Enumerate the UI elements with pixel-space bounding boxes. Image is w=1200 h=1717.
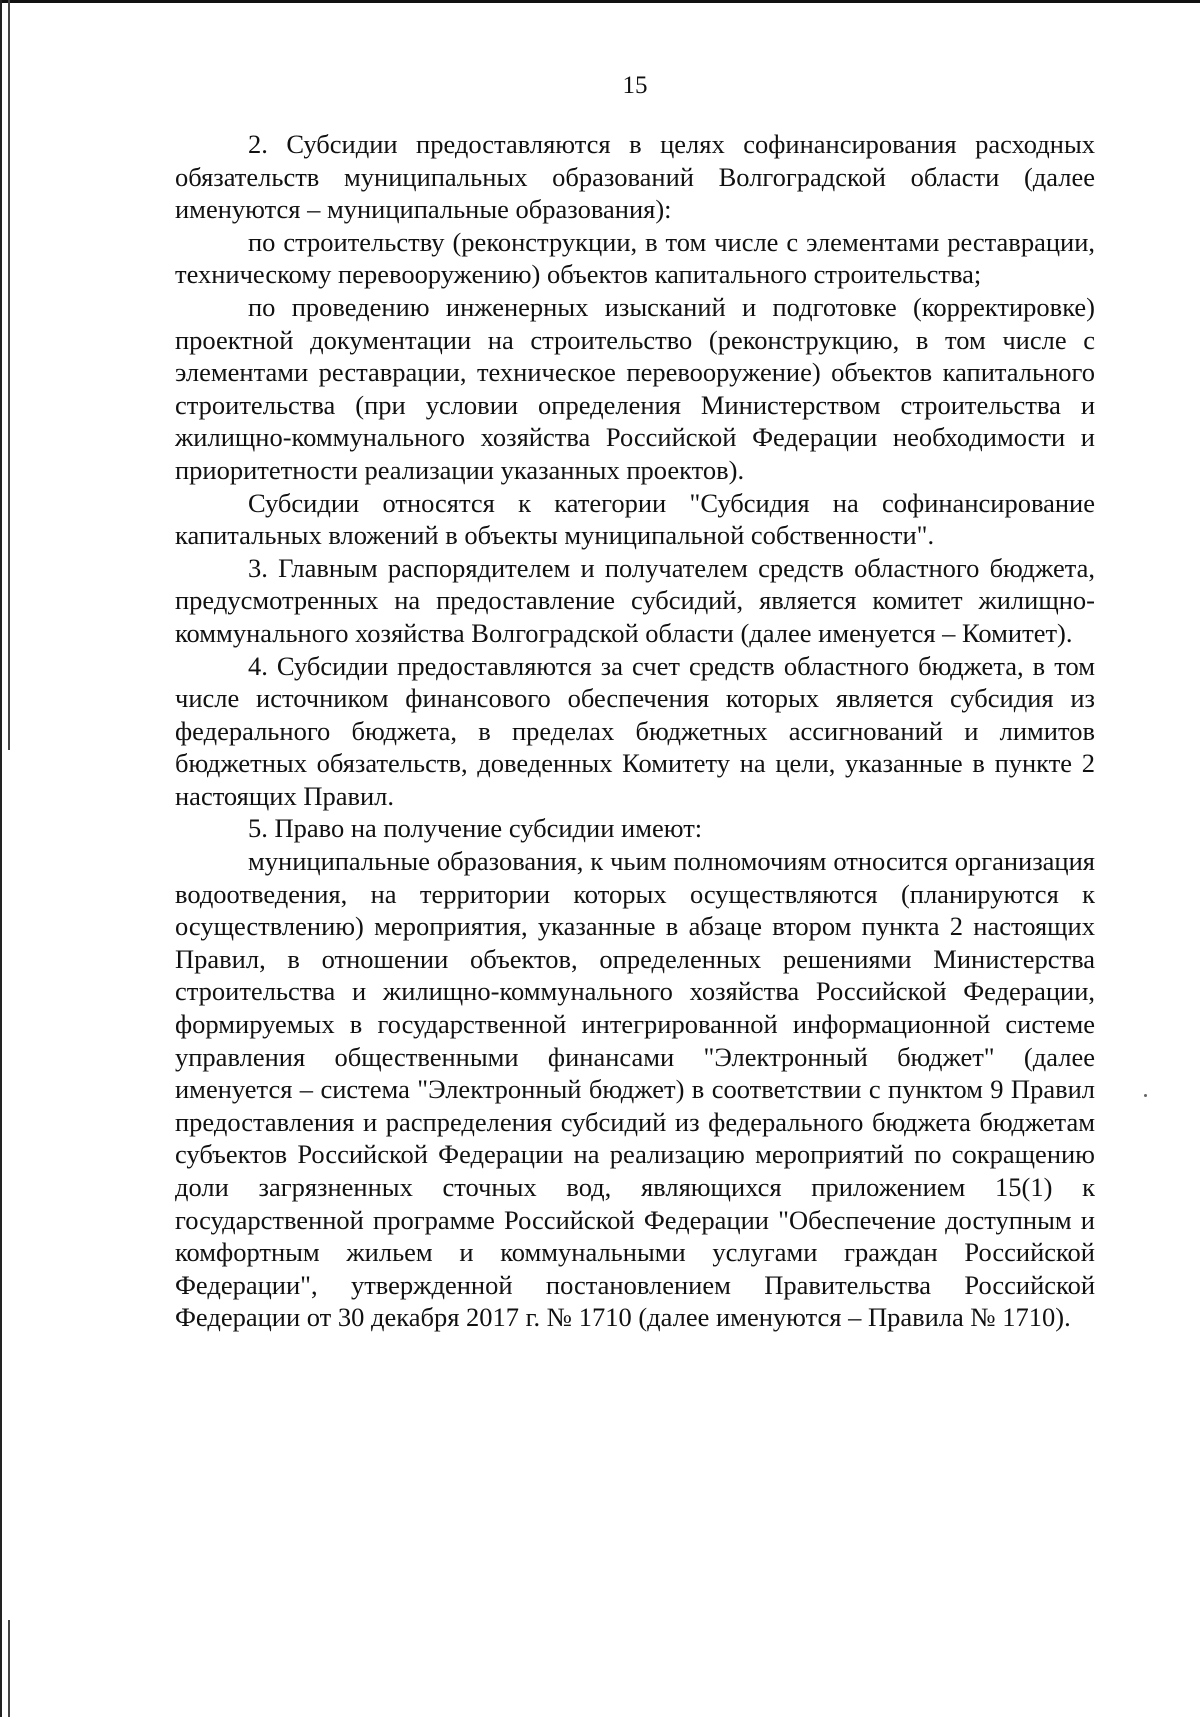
paragraph-eligible-municipalities: муниципальные образования, к чьим полномочиям относится организация водоотведения, на территории которых осуществляются (планируются к осуществлению) мероприятия, указанные в абзаце втором пункта 2 настоящих Правил, в отношении объектов, определенных решениями Министерства строительства и жилищно-коммунального хозяйства Российской Федерации, формируемых в государственной интегрированной информационной системе управления общественными финансами "Электронный бюджет" (далее именуется – система "Электронный бюджет) в соответствии с пунктом 9 Правил предоставления и распределения субсидий из федерального бюджета бюджетам субъектов Российской Федерации на реализацию мероприятий по сокращению доли загрязненных сточных вод, являющихся приложением 15(1) к государственной программе Российской Федерации "Обеспечение доступным и комфортным жильем и коммунальными услугами граждан Российской Федерации", утвержденной постановлением Правительства Российской Федерации от 30 декабря 2017 г. № 1710 (далее именуются – Правила № 1710). <box>175 846 1095 1333</box>
scan-edge-top <box>0 0 1200 3</box>
paragraph-engineering-surveys: по проведению инженерных изысканий и подготовке (корректировке) проектной документации на строительство (реконструкцию, в том числе с элементами реставрации, техническое перевооружение) объектов капитального строительства (при условии определения Министерством строительства и жилищно-коммунального хозяйства Российской Федерации необходимости и приоритетности реализации указанных проектов). <box>175 291 1095 485</box>
paragraph-clause-4: 4. Субсидии предоставляются за счет средств областного бюджета, в том числе источником финансового обеспечения которых является субсидия из федерального бюджета, в пределах бюджетных ассигнований и лимитов бюджетных обязательств, доведенных Комитету на цели, указанные в пункте 2 настоящих Правил. <box>175 650 1095 811</box>
scan-edge-left <box>0 0 2 1717</box>
scan-dot <box>1144 1094 1147 1097</box>
paragraph-subsidy-category: Субсидии относятся к категории "Субсидия на софинансирование капитальных вложений в объекты муниципальной собственности". <box>175 487 1095 551</box>
scan-mark-left <box>8 0 10 750</box>
page-number: 15 <box>622 72 648 99</box>
paragraph-clause-3: 3. Главным распорядителем и получателем средств областного бюджета, предусмотренных на предоставление субсидий, является комитет жилищно-коммунального хозяйства Волгоградской области (далее именуется – Комитет). <box>175 552 1095 648</box>
scan-mark-left-bottom <box>8 1620 10 1717</box>
paragraph-clause-5: 5. Право на получение субсидии имеют: <box>248 813 703 844</box>
document-body <box>175 128 1095 1334</box>
paragraph-clause-2: 2. Субсидии предоставляются в целях софинансирования расходных обязательств муниципальных образований Волгоградской области (далее именуются – муниципальные образования): <box>175 129 1095 225</box>
paragraph-construction: по строительству (реконструкции, в том числе с элементами реставрации, техническому перевооружению) объектов капитального строительства; <box>175 226 1095 290</box>
